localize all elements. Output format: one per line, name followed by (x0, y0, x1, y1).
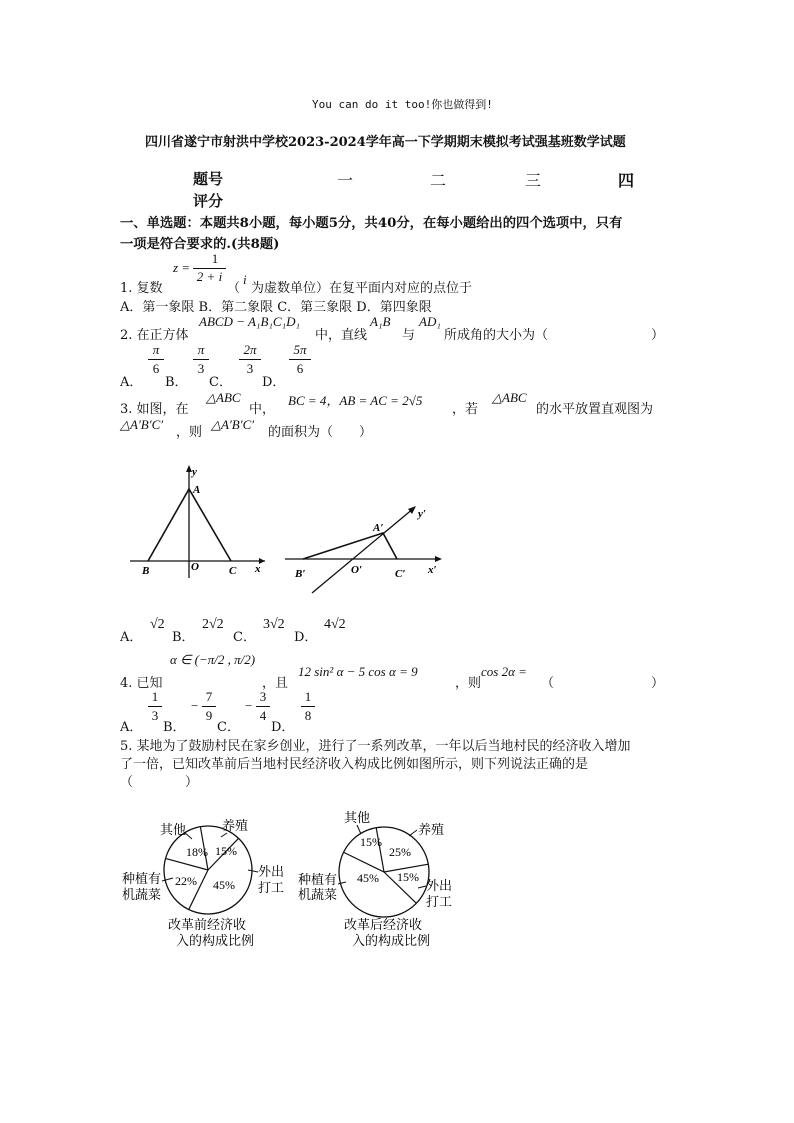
pie-after-label-work-1: 外出 (426, 878, 453, 893)
pie-after-label-breed: 养殖 (418, 822, 445, 837)
q4-b-bar (202, 706, 216, 707)
q2-cube: ABCD − A₁B₁C₁D₁ (199, 314, 300, 329)
page-title: 四川省遂宁市射洪中学校2023-2024学年高一下学期期末模拟考试强基班数学试题 (145, 135, 626, 150)
pie-after-caption-1: 改革后经济收 (344, 917, 423, 932)
q3-option-a-value: √2 (150, 617, 165, 632)
score-table-col-2: 二 (430, 171, 447, 190)
q2-b-num: π (197, 342, 205, 357)
pie-after-pct-breed: 25% (389, 845, 411, 859)
q4-equation: 12 sin² α − 5 cos α = 9 (298, 664, 418, 679)
q2-stem-a: 2. 在正方体 (120, 328, 189, 343)
q4-option-d-label: D． (271, 720, 295, 735)
label-y-prime: y′ (418, 508, 426, 520)
q4-stem-e: ） (651, 676, 665, 691)
label-a-prime: A′ (373, 522, 384, 534)
q2-a-bar (148, 359, 164, 360)
label-o: O (191, 561, 199, 573)
q3-stem-a: 3. 如图，在 (120, 402, 189, 417)
pie-after-pct-work: 15% (397, 870, 419, 884)
pie-chart-after (294, 806, 464, 954)
q3-figure-intuitive (282, 500, 447, 595)
q4-stem-a: 4. 已知 (120, 676, 163, 691)
q4-a-bar (148, 706, 162, 707)
q3-tri3: △A′B′C′ (120, 417, 164, 432)
q1-stem-b: （ (227, 281, 241, 296)
q4-option-c-label: C． (217, 720, 240, 735)
q4-condition: α ∈ (−π/2 , π/2) (170, 652, 256, 667)
pie-after-label-other: 其他 (344, 810, 371, 825)
q4-c-bar (256, 706, 270, 707)
q2-c-den: 3 (246, 361, 254, 376)
q3-tri2: △ABC (492, 390, 527, 405)
header-note: You can do it too!你也做得到! (312, 98, 493, 111)
q3-stem-e: ，则 (176, 425, 203, 440)
pie-before-label-plant-1: 种植有 (122, 871, 162, 886)
label-c: C (229, 565, 237, 577)
pie-before-leader-work (248, 870, 258, 872)
q3-figure-original (125, 462, 270, 582)
pie-after-pct-other: 15% (360, 835, 382, 849)
q4-option-b-label: B． (163, 720, 186, 735)
q3-option-b-label: B． (172, 630, 195, 645)
pie-before-caption-2: 入的构成比例 (176, 933, 255, 948)
q4-c-den: 4 (259, 708, 267, 723)
q4-b-den: 9 (205, 708, 213, 723)
pie-after-leader-plant (338, 882, 346, 884)
q2-b-den: 3 (197, 361, 205, 376)
pie-before-pct-work: 45% (213, 878, 235, 892)
q2-stem-e: ） (651, 328, 665, 343)
q3-tri1: △ABC (206, 390, 241, 405)
q3-stem-c: ，若 (452, 402, 479, 417)
q4-b-num: 7 (205, 689, 213, 704)
label-b: B (142, 565, 150, 577)
q4-stem-b: ，且 (262, 676, 289, 691)
pie-chart-before (118, 812, 288, 954)
label-y: y (192, 466, 197, 478)
q2-a-num: π (152, 342, 160, 357)
q3-option-d-label: D． (294, 630, 318, 645)
pie-after-label-plant-1: 种植有 (298, 872, 338, 887)
q4-d-num: 1 (304, 689, 312, 704)
q2-line2: AD₁ (419, 314, 441, 329)
label-x: x (255, 563, 261, 575)
pie-after-leader-breed (409, 830, 417, 836)
label-x-prime: x′ (428, 564, 437, 576)
q2-option-b-label: B． (165, 375, 188, 390)
pie-slice-其他 (344, 852, 384, 872)
score-table-score-label: 评分 (193, 192, 224, 210)
pie-before-pct-plant: 22% (175, 874, 197, 888)
q2-c-num: 2π (243, 342, 257, 357)
q2-b-bar (193, 359, 209, 360)
q1-frac-num: 1 (211, 251, 219, 266)
score-table-col-3: 三 (525, 171, 542, 190)
section1-heading-line1: 一、单选题：本题共8小题，每小题5分，共40分，在每小题给出的四个选项中，只有 (120, 216, 623, 231)
q2-option-d-label: D． (262, 375, 286, 390)
q3-option-a-label: A． (120, 630, 143, 645)
score-table-col-1: 一 (337, 171, 354, 190)
q4-option-a-label: A． (120, 720, 143, 735)
pie-after-leader-other (357, 825, 361, 834)
q2-option-a-label: A． (120, 375, 143, 390)
q1-z-eq: z = (173, 260, 191, 275)
q2-d-num: 5π (293, 342, 307, 357)
pie-before-caption-1: 改革前经济收 (168, 917, 247, 932)
q3-stem-f: 的面积为（ ） (268, 425, 373, 440)
score-table-col-4: 四 (618, 171, 635, 190)
label-c-prime: C′ (395, 568, 406, 580)
pie-before-label-plant-2: 机蔬菜 (122, 887, 162, 902)
label-o-prime: O′ (351, 564, 363, 576)
q2-stem-d: 所成角的大小为（ (444, 328, 549, 343)
q3-stem-d: 的水平放置直观图为 (536, 402, 654, 417)
q4-a-num: 1 (151, 689, 159, 704)
section1-heading-line2: 一项是符合要求的.(共8题) (120, 237, 280, 252)
q1-frac-den: 2 + i (196, 269, 223, 284)
pie-after-label-work-2: 打工 (426, 894, 453, 909)
q4-b-minus: − (191, 698, 199, 713)
q4-d-bar (301, 706, 315, 707)
q5-line1: 5. 某地为了鼓励村民在家乡创业，进行了一系列改革，一年以后当地村民的经济收入增加 (120, 739, 631, 754)
q1-stem-a: 1. 复数 (120, 281, 163, 296)
q3-stem-b: 中， (249, 402, 276, 417)
q3-tri4: △A′B′C′ (211, 417, 255, 432)
q2-stem-b: 中，直线 (315, 328, 368, 343)
triangle-abc-prime (303, 533, 397, 559)
q3-option-c-label: C． (233, 630, 256, 645)
pie-before-label-other: 其他 (160, 822, 187, 837)
pie-before-pct-other: 18% (186, 845, 208, 859)
pie-before-leader-plant (162, 878, 173, 881)
pie-after-caption-2: 入的构成比例 (352, 933, 431, 948)
q1-i-var: i (243, 272, 247, 287)
q4-c-minus: − (245, 698, 253, 713)
q4-target: cos 2α = (481, 664, 527, 679)
q3-option-b-value: 2√2 (202, 617, 224, 632)
q2-stem-c: 与 (402, 328, 416, 343)
q2-d-bar (289, 359, 311, 360)
pie-before-label-breed: 养殖 (222, 818, 249, 833)
pie-before-slices (164, 826, 252, 914)
q4-stem-d: （ (541, 676, 555, 691)
q2-c-bar (239, 359, 261, 360)
q3-option-c-value: 3√2 (263, 617, 285, 632)
q4-a-den: 3 (151, 708, 159, 723)
q5-line3: （ ） (120, 775, 199, 790)
label-a: A (193, 484, 201, 496)
q4-c-num: 3 (259, 689, 267, 704)
pie-slice-其他 (166, 858, 208, 870)
pie-after-pct-plant: 45% (357, 871, 379, 885)
score-table-row-label: 题号 (193, 170, 224, 188)
q4-stem-c: ，则 (455, 676, 482, 691)
x-prime-arrow (435, 556, 442, 562)
pie-after-label-plant-2: 机蔬菜 (298, 887, 338, 902)
pie-before-leader-breed (221, 833, 227, 837)
q2-line1: A₁B (370, 314, 391, 329)
pie-before-label-work-2: 打工 (258, 880, 285, 895)
q1-stem-c: 为虚数单位）在复平面内对应的点位于 (251, 281, 473, 296)
q2-option-c-label: C． (209, 375, 232, 390)
q4-d-den: 8 (304, 708, 312, 723)
pie-before-label-work-1: 外出 (258, 864, 285, 879)
q5-line2: 了一倍，已知改革前后当地村民经济收入构成比例如图所示，则下列说法正确的是 (120, 757, 589, 772)
q2-d-den: 6 (296, 361, 304, 376)
q1-options: A．第一象限 B．第二象限 C．第三象限 D．第四象限 (120, 300, 432, 315)
q2-a-den: 6 (152, 361, 160, 376)
q3-option-d-value: 4√2 (324, 617, 346, 632)
q3-cond: BC = 4，AB = AC = 2√5 (288, 393, 423, 408)
label-b-prime: B′ (295, 568, 306, 580)
pie-after-leader-work (418, 886, 426, 888)
pie-before-pct-breed: 15% (215, 844, 237, 858)
